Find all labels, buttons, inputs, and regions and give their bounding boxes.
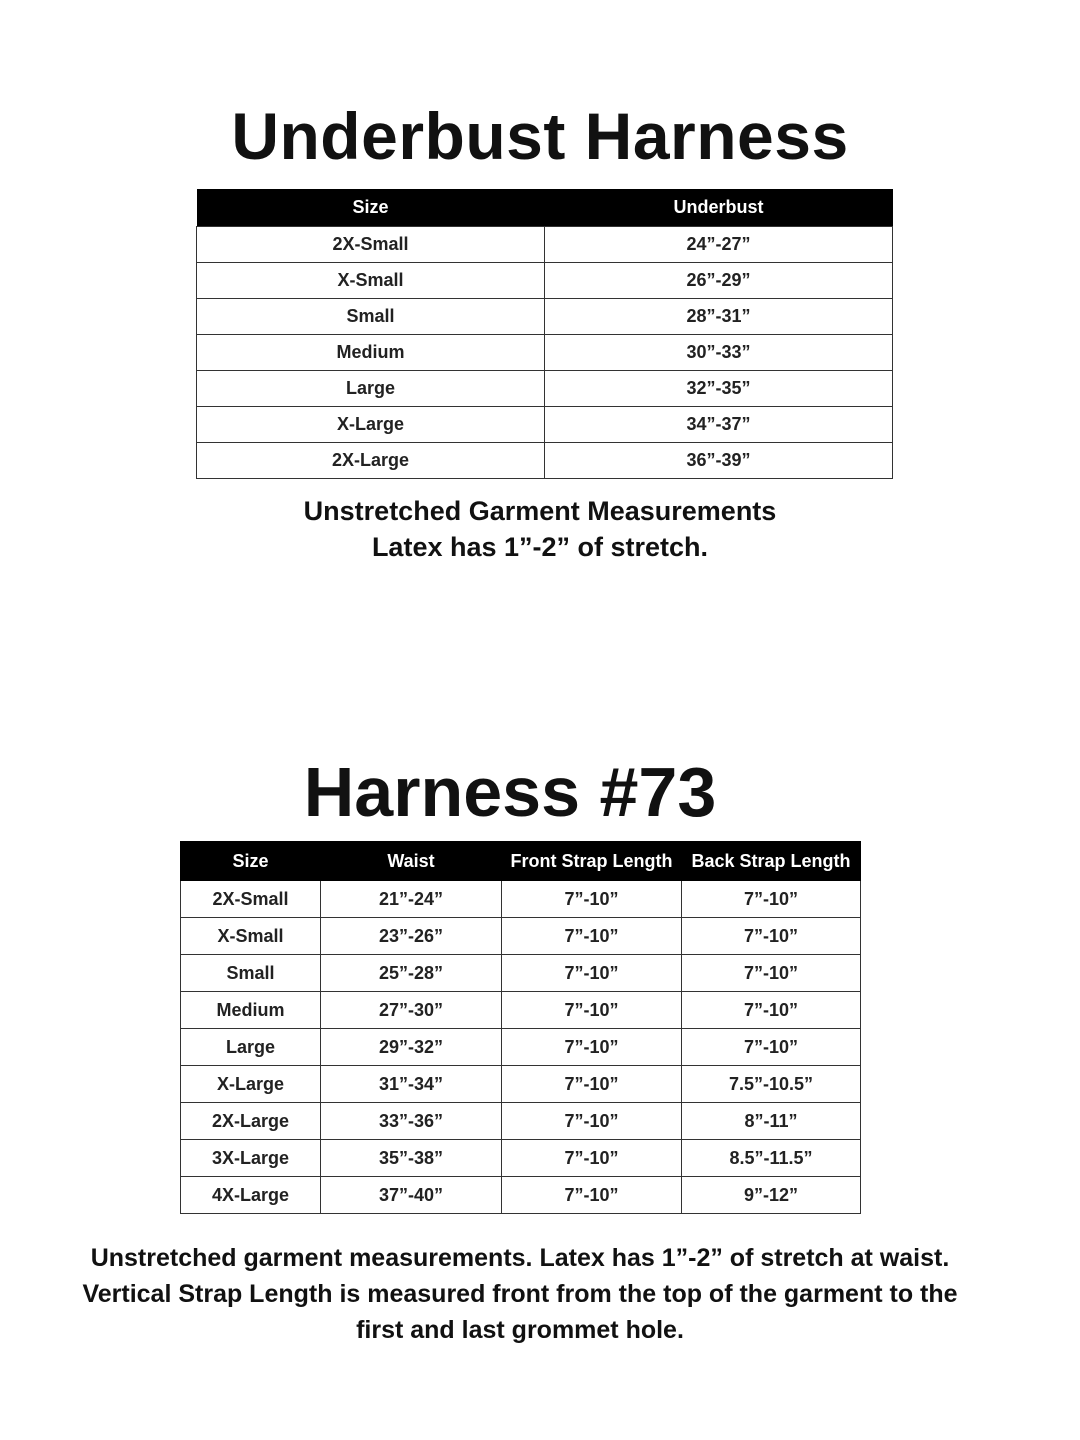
table-row (181, 992, 861, 1029)
underbust-cell: 32”-35” (545, 371, 893, 407)
back-strap-cell: 8”-11” (682, 1103, 861, 1140)
table-row (181, 1103, 861, 1140)
header-underbust: Underbust (545, 189, 893, 227)
underbust-size-table (196, 189, 893, 479)
underbust-harness-title: Underbust Harness (231, 99, 849, 173)
front-strap-cell: 7”-10” (502, 992, 682, 1029)
front-strap-cell: 7”-10” (502, 1177, 682, 1214)
size-cell: Large (181, 1029, 321, 1066)
table-row (197, 371, 893, 407)
size-cell: Large (197, 371, 545, 407)
harness-73-note-line: Unstretched garment measurements. Latex has 1”-2” of stretch at waist. (90, 1244, 950, 1272)
front-strap-cell: 7”-10” (502, 918, 682, 955)
size-cell: Medium (181, 992, 321, 1029)
back-strap-cell: 7”-10” (682, 1029, 861, 1066)
harness-73-title: Harness #73 (303, 753, 717, 831)
front-strap-cell: 7”-10” (502, 1140, 682, 1177)
underbust-cell: 34”-37” (545, 407, 893, 443)
table-row (197, 263, 893, 299)
header-waist: Waist (321, 842, 502, 881)
underbust-cell: 28”-31” (545, 299, 893, 335)
waist-cell: 31”-34” (321, 1066, 502, 1103)
header-back-strap-length: Back Strap Length (682, 842, 861, 881)
underbust-note (0, 493, 1080, 565)
size-cell: 2X-Small (181, 881, 321, 918)
waist-cell: 33”-36” (321, 1103, 502, 1140)
size-cell: Medium (197, 335, 545, 371)
underbust-cell: 36”-39” (545, 443, 893, 479)
table-row (197, 299, 893, 335)
underbust-cell: 24”-27” (545, 227, 893, 263)
table-row (181, 881, 861, 918)
size-cell: Small (181, 955, 321, 992)
harness-73-note (0, 1240, 1060, 1348)
back-strap-cell: 7”-10” (682, 992, 861, 1029)
table-header-row (181, 842, 861, 881)
size-cell: X-Large (181, 1066, 321, 1103)
waist-cell: 27”-30” (321, 992, 502, 1029)
underbust-cell: 26”-29” (545, 263, 893, 299)
table-row (181, 1140, 861, 1177)
front-strap-cell: 7”-10” (502, 1029, 682, 1066)
underbust-note-line: Latex has 1”-2” of stretch. (371, 532, 709, 562)
table-row (181, 1177, 861, 1214)
front-strap-cell: 7”-10” (502, 1066, 682, 1103)
underbust-note-line: Unstretched Garment Measurements (303, 496, 777, 526)
size-cell: Small (197, 299, 545, 335)
back-strap-cell: 7”-10” (682, 918, 861, 955)
back-strap-cell: 7”-10” (682, 881, 861, 918)
waist-cell: 25”-28” (321, 955, 502, 992)
harness-73-size-table (180, 841, 861, 1214)
waist-cell: 37”-40” (321, 1177, 502, 1214)
size-cell: 2X-Small (197, 227, 545, 263)
harness-73-note-line: first and last grommet hole. (356, 1316, 684, 1344)
size-cell: 3X-Large (181, 1140, 321, 1177)
table-row (181, 1066, 861, 1103)
back-strap-cell: 9”-12” (682, 1177, 861, 1214)
header-size: Size (197, 189, 545, 227)
table-row (197, 335, 893, 371)
waist-cell: 23”-26” (321, 918, 502, 955)
back-strap-cell: 7”-10” (682, 955, 861, 992)
front-strap-cell: 7”-10” (502, 955, 682, 992)
table-row (181, 955, 861, 992)
header-size: Size (181, 842, 321, 881)
header-front-strap-length: Front Strap Length (502, 842, 682, 881)
size-cell: X-Small (181, 918, 321, 955)
table-row (181, 918, 861, 955)
waist-cell: 29”-32” (321, 1029, 502, 1066)
size-cell: 2X-Large (181, 1103, 321, 1140)
size-cell: X-Small (197, 263, 545, 299)
table-header-row (197, 189, 893, 227)
harness-73-note-line: Vertical Strap Length is measured front from the top of the garment to the (82, 1280, 958, 1308)
back-strap-cell: 8.5”-11.5” (682, 1140, 861, 1177)
size-cell: 4X-Large (181, 1177, 321, 1214)
back-strap-cell: 7.5”-10.5” (682, 1066, 861, 1103)
underbust-cell: 30”-33” (545, 335, 893, 371)
table-row (197, 407, 893, 443)
table-row (197, 227, 893, 263)
table-row (197, 443, 893, 479)
size-cell: 2X-Large (197, 443, 545, 479)
waist-cell: 35”-38” (321, 1140, 502, 1177)
size-cell: X-Large (197, 407, 545, 443)
front-strap-cell: 7”-10” (502, 881, 682, 918)
waist-cell: 21”-24” (321, 881, 502, 918)
table-row (181, 1029, 861, 1066)
front-strap-cell: 7”-10” (502, 1103, 682, 1140)
